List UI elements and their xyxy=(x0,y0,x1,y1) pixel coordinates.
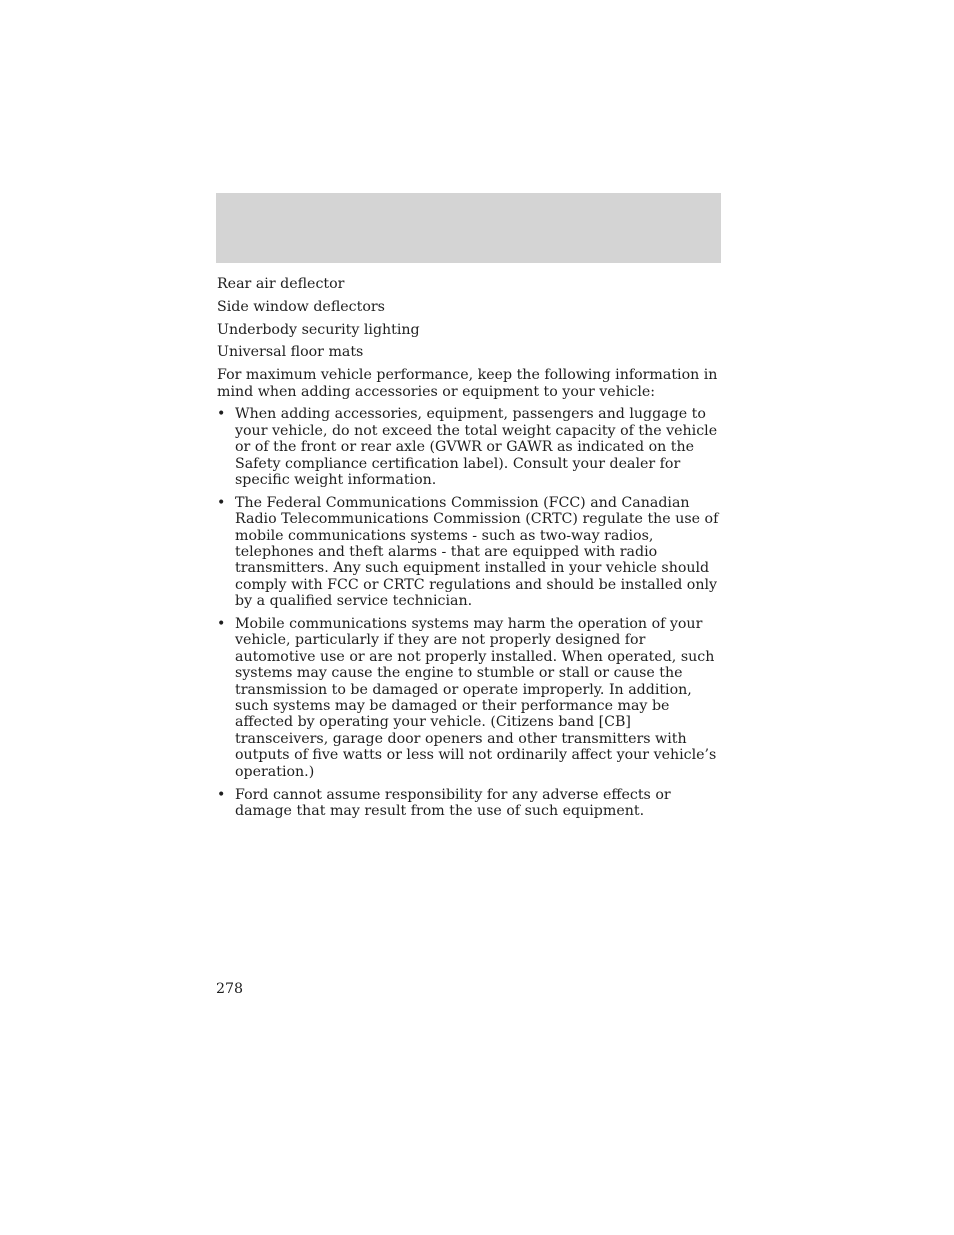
accessory-item-side-window-deflectors: Side window deflectors xyxy=(217,298,385,315)
bullet-item-fcc xyxy=(217,495,721,610)
bullet-dot-icon: • xyxy=(217,494,226,511)
page-content xyxy=(217,276,721,826)
accessory-item-rear-air-deflector: Rear air deflector xyxy=(217,276,345,292)
bullet-dot-icon: • xyxy=(217,786,226,803)
bullet-item-weight xyxy=(217,406,721,488)
bullet-text: When adding accessories, equipment, passengers and luggage to your vehicle, do not exceed the total weight capacity of the vehicle or of the front or rear axle (GVWR or GAWR as indicated on the Safety compliance certification label). Consult your dealer for specific weight information. xyxy=(235,406,718,489)
accessory-item-universal-floor-mats: Universal floor mats xyxy=(217,344,364,361)
bullet-text: Mobile communications systems may harm the operation of your vehicle, particularly if they are not properly designed for automotive use or are not properly installed. When operated, such systems may cause the engine to stumble or stall or cause the transmission to be damaged or operate improperly. In addition, such systems may be damaged or their performance may be affected by operating your vehicle. (Citizens band [CB] transceivers, garage door openers and other transmitters with outputs of five watts or less will not ordinarily affect your vehicle’s operation.) xyxy=(235,616,717,780)
bullet-text: Ford cannot assume responsibility for any adverse effects or damage that may result from the use of such equipment. xyxy=(235,786,671,819)
accessory-item-underbody-security-lighting: Underbody security lighting xyxy=(217,321,420,338)
bullet-dot-icon: • xyxy=(217,616,226,633)
page-number: 278 xyxy=(216,981,244,997)
section-header-band xyxy=(216,193,721,263)
bullet-item-responsibility xyxy=(217,787,721,820)
bullet-list xyxy=(217,406,721,819)
intro-paragraph: For maximum vehicle performance, keep the following information in mind when adding accessories or equipment to your vehicle: xyxy=(217,367,718,400)
bullet-text: The Federal Communications Commission (FCC) and Canadian Radio Telecommunications Commission (CRTC) regulate the use of mobile communications systems - such as two-way radios, telephones and theft alarms - that are equipped with radio transmitters. Any such equipment installed in your vehicle should comply with FCC or CRTC regulations and should be installed only by a qualified service technician. xyxy=(235,494,719,610)
bullet-dot-icon: • xyxy=(217,406,226,423)
bullet-item-mobile-communications xyxy=(217,616,721,780)
